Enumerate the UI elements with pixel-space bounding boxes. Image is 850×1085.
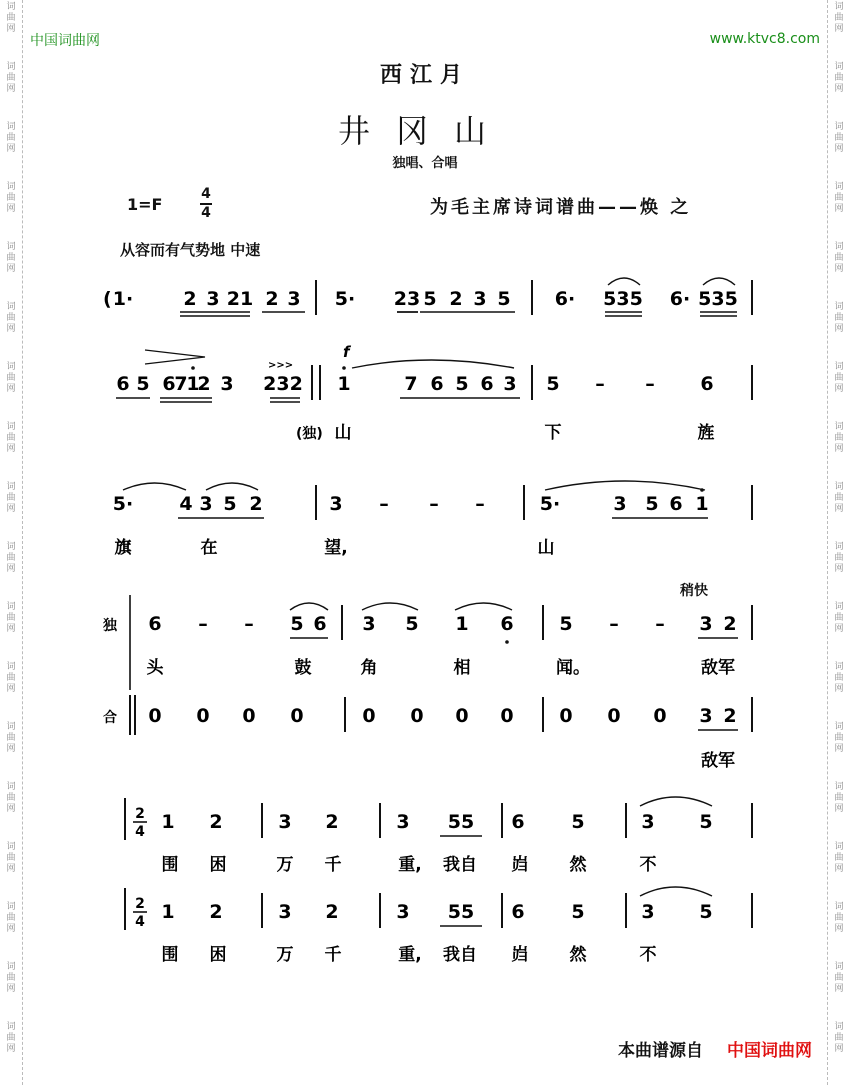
side-watermark-text: 词 曲 网 bbox=[6, 62, 16, 94]
note: 5 bbox=[405, 613, 419, 635]
note: 5 bbox=[423, 288, 437, 310]
crescendo-mark bbox=[145, 350, 205, 364]
footer-source-text: 本曲谱源自 bbox=[618, 1041, 703, 1061]
lyric: 山 bbox=[334, 423, 352, 443]
note: 4 bbox=[179, 493, 193, 515]
note: 0 bbox=[196, 705, 210, 727]
note: 0 bbox=[362, 705, 376, 727]
lyric: 不 bbox=[639, 855, 657, 875]
note: 6 bbox=[116, 373, 130, 395]
note: 5· bbox=[334, 288, 356, 310]
footer-site-link[interactable]: 中国词曲网 bbox=[727, 1041, 812, 1061]
note: 232 bbox=[263, 373, 303, 395]
note: 3 bbox=[699, 705, 713, 727]
note: 3 bbox=[206, 288, 220, 310]
cipai-title: 西江月 bbox=[379, 63, 470, 88]
octave-dot bbox=[191, 366, 195, 370]
slur bbox=[455, 603, 512, 610]
note: 2 bbox=[265, 288, 279, 310]
note: 5 bbox=[699, 901, 713, 923]
side-watermark-text: 词 曲 网 bbox=[834, 782, 844, 814]
slur bbox=[640, 797, 712, 806]
note: 3 bbox=[613, 493, 627, 515]
lyric: 困 bbox=[209, 945, 227, 965]
slur bbox=[703, 278, 735, 285]
note: 0 bbox=[242, 705, 256, 727]
note: 2 bbox=[249, 493, 263, 515]
note: 1 bbox=[186, 373, 200, 395]
lyric: 重, bbox=[398, 855, 422, 875]
time-change-top: 2 bbox=[135, 896, 145, 912]
note: 0 bbox=[500, 705, 514, 727]
note: 6 bbox=[162, 373, 176, 395]
lyric: 岿 bbox=[511, 855, 529, 875]
note: 6 bbox=[669, 493, 683, 515]
note: 5· bbox=[539, 493, 561, 515]
side-watermark-text: 词 曲 网 bbox=[834, 602, 844, 634]
accent-marks: >>> bbox=[268, 360, 294, 371]
side-watermark-text: 词 曲 网 bbox=[834, 842, 844, 874]
note: 6 bbox=[511, 901, 525, 923]
note: – bbox=[645, 373, 655, 395]
system-bracket: ( bbox=[103, 288, 112, 310]
note: 3 bbox=[199, 493, 213, 515]
side-watermark-text: 词 曲 网 bbox=[6, 362, 16, 394]
note: 3 bbox=[473, 288, 487, 310]
time-signature-bottom: 4 bbox=[201, 205, 211, 221]
side-watermark-text: 词 曲 网 bbox=[834, 242, 844, 274]
side-watermark-text: 词 曲 网 bbox=[834, 302, 844, 334]
note: 6· bbox=[669, 288, 691, 310]
note: 3 bbox=[278, 901, 292, 923]
side-watermark-text: 词 曲 网 bbox=[6, 542, 16, 574]
side-watermark-text: 词 曲 网 bbox=[834, 362, 844, 394]
note: 0 bbox=[410, 705, 424, 727]
note: 5 bbox=[136, 373, 150, 395]
note: 0 bbox=[653, 705, 667, 727]
octave-dot bbox=[342, 366, 346, 370]
note: 7 bbox=[404, 373, 418, 395]
note: 0 bbox=[290, 705, 304, 727]
solo-part-label: 独 bbox=[103, 618, 117, 634]
note: 5 bbox=[645, 493, 659, 515]
note: 6 bbox=[313, 613, 327, 635]
side-watermark-text: 词 曲 网 bbox=[6, 182, 16, 214]
side-watermark-text: 词 曲 网 bbox=[6, 902, 16, 934]
lyric: 重, bbox=[398, 945, 422, 965]
lyric: 围 bbox=[161, 945, 179, 965]
note: 3 bbox=[278, 811, 292, 833]
lyric: 我自 bbox=[443, 945, 477, 965]
note: 1 bbox=[455, 613, 469, 635]
note: 2 bbox=[723, 613, 737, 635]
octave-dot bbox=[505, 640, 509, 644]
note: 0 bbox=[148, 705, 162, 727]
side-watermark-text: 词 曲 网 bbox=[6, 2, 16, 34]
lyric: 我自 bbox=[443, 855, 477, 875]
lyric: 岿 bbox=[511, 945, 529, 965]
site-name-link[interactable]: 中国词曲网 bbox=[30, 33, 100, 49]
performance-type: 独唱、合唱 bbox=[392, 156, 458, 171]
side-watermark-text: 词 曲 网 bbox=[6, 722, 16, 754]
side-watermark-text: 词 曲 网 bbox=[6, 482, 16, 514]
note: 1 bbox=[161, 811, 175, 833]
note: 5 bbox=[571, 811, 585, 833]
note: 6 bbox=[148, 613, 162, 635]
note: 1 bbox=[695, 493, 709, 515]
note: 5· bbox=[112, 493, 134, 515]
note: – bbox=[244, 613, 254, 635]
side-watermark-text: 词 曲 网 bbox=[6, 782, 16, 814]
slur bbox=[640, 887, 712, 896]
lyric: 然 bbox=[569, 855, 587, 875]
note: 6 bbox=[430, 373, 444, 395]
note: 535 bbox=[603, 288, 643, 310]
note: 6· bbox=[554, 288, 576, 310]
side-watermark-text: 词 曲 网 bbox=[834, 122, 844, 154]
lyric: 角 bbox=[360, 658, 378, 678]
lyric: 旗 bbox=[114, 538, 132, 558]
note: 6 bbox=[511, 811, 525, 833]
note: – bbox=[475, 493, 485, 515]
note: 23 bbox=[393, 288, 421, 310]
lyric: 闻。 bbox=[556, 658, 590, 678]
note: 2 bbox=[209, 811, 223, 833]
composer-credit: 为毛主席诗词谱曲——焕 之 bbox=[430, 197, 692, 218]
note: 5 bbox=[223, 493, 237, 515]
side-watermark-text: 词 曲 网 bbox=[6, 662, 16, 694]
side-watermark-text: 词 曲 网 bbox=[6, 962, 16, 994]
note: 5 bbox=[497, 288, 511, 310]
side-watermark-text: 词 曲 网 bbox=[6, 842, 16, 874]
slur bbox=[206, 483, 258, 490]
lyric: 山 bbox=[537, 538, 555, 558]
note: 6 bbox=[500, 613, 514, 635]
note: 0 bbox=[607, 705, 621, 727]
note: 3 bbox=[396, 901, 410, 923]
lyric: 围 bbox=[161, 855, 179, 875]
side-watermark-text: 词 曲 网 bbox=[834, 2, 844, 34]
note: 2 bbox=[183, 288, 197, 310]
time-change-bottom: 4 bbox=[135, 914, 145, 930]
note: 2 bbox=[325, 811, 339, 833]
note: 3 bbox=[641, 901, 655, 923]
lyric: 头 bbox=[146, 658, 164, 678]
forte-mark: f bbox=[343, 343, 350, 361]
note: 0 bbox=[455, 705, 469, 727]
note: – bbox=[595, 373, 605, 395]
lyric: 不 bbox=[639, 945, 657, 965]
note: – bbox=[429, 493, 439, 515]
side-watermark-text: 词 曲 网 bbox=[6, 602, 16, 634]
chorus-part-label: 合 bbox=[103, 710, 117, 726]
note: 0 bbox=[559, 705, 573, 727]
solo-intro-label: (独) bbox=[296, 426, 323, 442]
note: 3 bbox=[641, 811, 655, 833]
lyric: 敌军 bbox=[701, 658, 735, 678]
note: 55 bbox=[447, 901, 475, 923]
song-title: 井冈山 bbox=[337, 112, 512, 150]
side-watermark-text: 词 曲 网 bbox=[834, 662, 844, 694]
slur bbox=[362, 603, 418, 610]
time-change-bottom: 4 bbox=[135, 824, 145, 840]
key-signature: 1=F bbox=[127, 195, 163, 214]
note: 5 bbox=[455, 373, 469, 395]
lyric: 困 bbox=[209, 855, 227, 875]
note: 1 bbox=[337, 373, 351, 395]
slur bbox=[123, 483, 186, 490]
side-watermark-text: 词 曲 网 bbox=[834, 962, 844, 994]
time-change-top: 2 bbox=[135, 806, 145, 822]
note: 5 bbox=[559, 613, 573, 635]
lyric: 鼓 bbox=[294, 658, 312, 678]
note: 3 bbox=[503, 373, 517, 395]
note: 6 bbox=[480, 373, 494, 395]
lyric: 相 bbox=[453, 658, 471, 678]
note: – bbox=[198, 613, 208, 635]
side-watermark-text: 词 曲 网 bbox=[834, 422, 844, 454]
note: 1 bbox=[161, 901, 175, 923]
note: 5 bbox=[546, 373, 560, 395]
side-watermark-text: 词 曲 网 bbox=[6, 1022, 16, 1054]
note: 2 bbox=[723, 705, 737, 727]
note: 6 bbox=[700, 373, 714, 395]
side-watermark-text: 词 曲 网 bbox=[834, 722, 844, 754]
note: 7 bbox=[174, 373, 188, 395]
note: 5 bbox=[571, 901, 585, 923]
side-watermark-text: 词 曲 网 bbox=[834, 1022, 844, 1054]
lyric: 旌 bbox=[697, 423, 715, 443]
slur bbox=[290, 603, 328, 610]
lyric: 千 bbox=[324, 855, 342, 875]
note: 21 bbox=[226, 288, 254, 310]
slur bbox=[545, 481, 705, 490]
side-watermark-text: 词 曲 网 bbox=[834, 62, 844, 94]
note: 3 bbox=[287, 288, 301, 310]
side-watermark-text: 词 曲 网 bbox=[6, 302, 16, 334]
note: 5 bbox=[699, 811, 713, 833]
note: 2 bbox=[197, 373, 211, 395]
side-watermark-text: 词 曲 网 bbox=[6, 242, 16, 274]
lyric: 望, bbox=[324, 538, 348, 558]
note: 55 bbox=[447, 811, 475, 833]
note: 2 bbox=[449, 288, 463, 310]
site-url-link[interactable]: www.ktvc8.com bbox=[709, 31, 820, 47]
lyric: 在 bbox=[200, 538, 218, 558]
lyric: 然 bbox=[569, 945, 587, 965]
note: 5 bbox=[290, 613, 304, 635]
side-watermark-text: 词 曲 网 bbox=[834, 482, 844, 514]
side-watermark-text: 词 曲 网 bbox=[834, 182, 844, 214]
time-signature-top: 4 bbox=[201, 186, 211, 202]
slur bbox=[352, 360, 514, 368]
note: – bbox=[655, 613, 665, 635]
note: 535 bbox=[698, 288, 738, 310]
slur bbox=[608, 278, 640, 285]
side-watermark-text: 词 曲 网 bbox=[834, 542, 844, 574]
note: 3 bbox=[396, 811, 410, 833]
lyric: 千 bbox=[324, 945, 342, 965]
note: 1· bbox=[112, 288, 134, 310]
tempo-change: 稍快 bbox=[680, 583, 708, 599]
note: 3 bbox=[699, 613, 713, 635]
note: 3 bbox=[220, 373, 234, 395]
note: – bbox=[379, 493, 389, 515]
lyric: 万 bbox=[276, 945, 294, 965]
side-watermark-text: 词 曲 网 bbox=[834, 902, 844, 934]
side-watermark-text: 词 曲 网 bbox=[6, 422, 16, 454]
octave-dot bbox=[700, 488, 704, 492]
tempo-marking: 从容而有气势地 中速 bbox=[120, 241, 261, 259]
note: – bbox=[609, 613, 619, 635]
note: 3 bbox=[329, 493, 343, 515]
note: 2 bbox=[209, 901, 223, 923]
note: 2 bbox=[325, 901, 339, 923]
note: 3 bbox=[362, 613, 376, 635]
lyric: 敌军 bbox=[701, 751, 735, 771]
side-watermark-text: 词 曲 网 bbox=[6, 122, 16, 154]
lyric: 下 bbox=[544, 423, 562, 443]
lyric: 万 bbox=[276, 855, 294, 875]
